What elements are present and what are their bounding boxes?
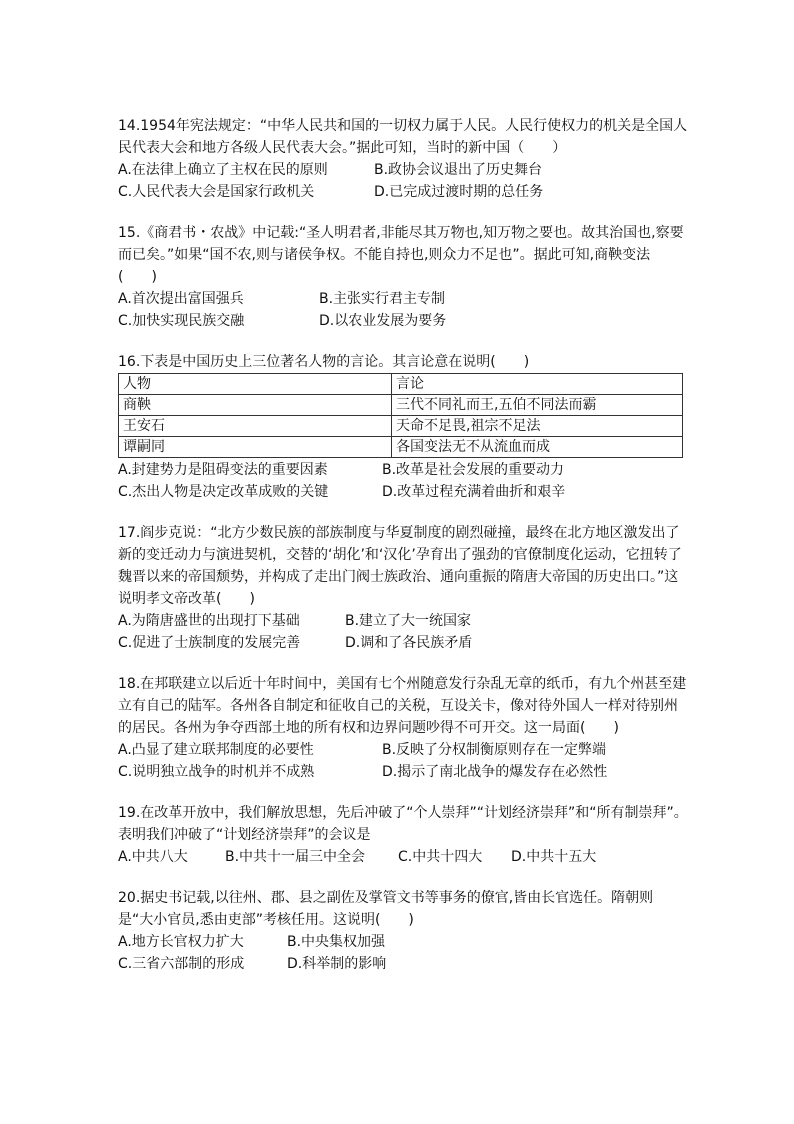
question-14 <box>118 115 688 203</box>
option-b[interactable]: B.反映了分权制衡原则存在一定弊端 <box>382 742 607 758</box>
quote-table <box>118 373 683 458</box>
question-stem: 18.在邦联建立以后近十年时间中，美国有七个州随意发行杂乱无章的纸币，有九个州甚至建立有自己的陆军。各州各自制定和征收自己的关税，互设关卡，像对待外国人一样对待别州的居民。各州为争夺西部土地的所有权和边界问题吵得不可开交。这一局面( ) <box>118 676 687 736</box>
table-header-row <box>119 374 683 395</box>
table-row <box>119 437 683 458</box>
option-d[interactable]: D.中共十五大 <box>511 849 597 865</box>
option-c[interactable]: C.杰出人物是决定改革成败的关键 <box>118 484 329 500</box>
question-15 <box>118 222 688 332</box>
table-cell-quote: 三代不同礼而王,五伯不同法而霸 <box>392 395 683 416</box>
question-stem: 14.1954年宪法规定：“中华人民共和国的一切权力属于人民。人民行使权力的机关是全国人民代表大会和地方各级人民代表大会。”据此可知，当时的新中国（ ） <box>118 118 688 156</box>
table-header-quote: 言论 <box>392 374 683 395</box>
question-20 <box>118 887 688 975</box>
option-a[interactable]: A.为隋唐盛世的出现打下基础 <box>118 613 300 629</box>
option-d[interactable]: D.揭示了南北战争的爆发存在必然性 <box>382 764 608 780</box>
table-cell-quote: 各国变法无不从流血而成 <box>392 437 683 458</box>
option-a[interactable]: A.地方长官权力扩大 <box>118 934 244 950</box>
question-stem: 20.据史书记载,以往州、郡、县之副佐及掌管文书等事务的僚官,皆由长官选任。隋朝则是“大小官员,悉由吏部”考核任用。这说明( ) <box>118 890 654 928</box>
exam-page <box>118 115 688 994</box>
option-d[interactable]: D.改革过程充满着曲折和艰辛 <box>382 484 566 500</box>
option-b[interactable]: B.政协会议退出了历史舞台 <box>374 162 543 178</box>
option-c[interactable]: C.中共十四大 <box>398 849 483 865</box>
option-a[interactable]: A.在法律上确立了主权在民的原则 <box>118 162 328 178</box>
option-c[interactable]: C.三省六部制的形成 <box>118 956 245 972</box>
option-a[interactable]: A.中共八大 <box>118 849 188 865</box>
question-18 <box>118 673 688 783</box>
option-c[interactable]: C.促进了士族制度的发展完善 <box>118 635 301 651</box>
option-d[interactable]: D.已完成过渡时期的总任务 <box>374 184 544 200</box>
question-stem: 15.《商君书・农战》中记载:“圣人明君者,非能尽其万物也,知万物之要也。故其治国也,察要而已矣。”如果“国不农,则与诸侯争权。不能自持也,则众力不足也”。据此可知,商鞅变法( ) <box>118 225 684 285</box>
table-row <box>119 395 683 416</box>
option-c[interactable]: C.人民代表大会是国家行政机关 <box>118 184 315 200</box>
table-row <box>119 416 683 437</box>
question-17 <box>118 522 688 654</box>
question-19 <box>118 802 688 868</box>
option-b[interactable]: B.中共十一届三中全会 <box>225 849 366 865</box>
table-cell-person: 商鞅 <box>119 395 392 416</box>
option-b[interactable]: B.改革是社会发展的重要动力 <box>382 462 565 478</box>
question-stem: 17.阎步克说：“北方少数民族的部族制度与华夏制度的剧烈碰撞，最终在北方地区激发出了新的变迁动力与演进契机，交替的‘胡化’和‘汉化’孕育出了强劲的官僚制度化运动，它扭转了魏晋以来的帝国颓势，并构成了走出门阀士族政治、通向重振的隋唐大帝国的历史出口。”这说明孝文帝改革( ) <box>118 525 682 607</box>
option-a[interactable]: A.封建势力是阻碍变法的重要因素 <box>118 462 328 478</box>
question-stem: 16.下表是中国历史上三位著名人物的言论。其言论意在说明( ) <box>118 354 530 370</box>
table-header-person: 人物 <box>119 374 392 395</box>
option-d[interactable]: D.以农业发展为要务 <box>319 313 447 329</box>
option-b[interactable]: B.中央集权加强 <box>287 934 386 950</box>
table-cell-quote: 天命不足畏,祖宗不足法 <box>392 416 683 437</box>
option-c[interactable]: C.加快实现民族交融 <box>118 313 245 329</box>
option-a[interactable]: A.凸显了建立联邦制度的必要性 <box>118 742 314 758</box>
table-cell-person: 谭嗣同 <box>119 437 392 458</box>
question-16 <box>118 351 688 503</box>
option-d[interactable]: D.调和了各民族矛盾 <box>345 635 473 651</box>
question-stem: 19.在改革开放中，我们解放思想，先后冲破了“个人崇拜”“计划经济崇拜”和“所有制崇拜”。表明我们冲破了“计划经济崇拜”的会议是 <box>118 805 688 843</box>
option-d[interactable]: D.科举制的影响 <box>287 956 387 972</box>
option-b[interactable]: B.主张实行君主专制 <box>319 291 446 307</box>
option-c[interactable]: C.说明独立战争的时机并不成熟 <box>118 764 315 780</box>
option-a[interactable]: A.首次提出富国强兵 <box>118 291 244 307</box>
option-b[interactable]: B.建立了大一统国家 <box>345 613 472 629</box>
table-cell-person: 王安石 <box>119 416 392 437</box>
